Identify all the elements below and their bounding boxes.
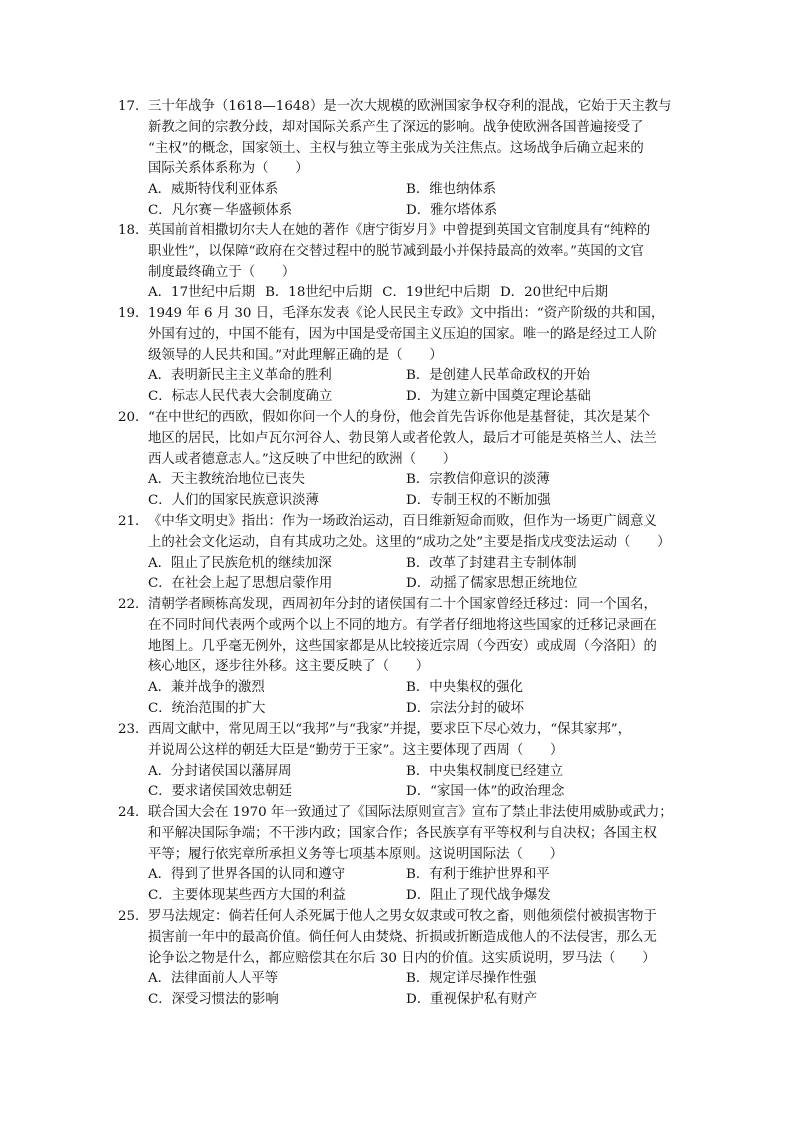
question-stem <box>118 907 686 969</box>
option-d: D．“家国一体”的政治理念 <box>406 784 565 800</box>
option-c: C．在社会上起了思想启蒙作用 <box>148 576 333 592</box>
options <box>118 470 686 512</box>
question-stem <box>118 221 686 283</box>
stem-line: 和平解决国际争端；不干涉内政；国家合作；各民族享有平等权利与自决权；各国主权 <box>148 825 657 841</box>
stem-line: 上的社会文化运动，自有其成功之处。这里的“成功之处”主要是指戊戌变法运动（ ） <box>148 534 671 550</box>
option-c: C．标志人民代表大会制度确立 <box>148 389 333 405</box>
question-17 <box>118 97 686 222</box>
stem-line: “在中世纪的西欧，假如你问一个人的身份，他会首先告诉你他是基督徒，其次是某个 <box>148 410 651 425</box>
option-a: A．得到了世界各国的认同和遵守 <box>148 867 346 883</box>
stem-line: 外国有过的，中国不能有，因为中国是受帝国主义压迫的国家。唯一的路是经过工人阶 <box>148 326 657 342</box>
option-a: A．17世纪中后期 <box>148 285 256 301</box>
question-19 <box>118 304 686 408</box>
question-number: 21． <box>118 514 149 529</box>
stem-line: 地区的居民，比如卢瓦尔河谷人、勃艮第人或者伦敦人，最后才可能是英格兰人、法兰 <box>148 430 657 446</box>
question-number: 25． <box>118 909 149 924</box>
option-b: B．18世纪中后期 <box>265 285 373 301</box>
question-number: 22． <box>118 597 149 612</box>
question-number: 17． <box>118 99 149 114</box>
option-b: B．宗教信仰意识的淡薄 <box>406 472 550 488</box>
option-c: C．深受习惯法的影响 <box>148 992 279 1008</box>
option-c: C．19世纪中后期 <box>382 285 490 301</box>
question-number: 24． <box>118 805 149 820</box>
option-a: A．表明新民主主义革命的胜利 <box>148 368 332 384</box>
stem-line: 论争讼之物是什么，都应赔偿其在尔后 30 日内的价值。这实质说明，罗马法（ ） <box>148 950 656 966</box>
option-a: A．天主教统治地位已丧失 <box>148 472 305 488</box>
option-b: B．规定详尽操作性强 <box>406 971 537 987</box>
stem-line: 平等；履行依宪章所承担义务等七项基本原则。这说明国际法（ ） <box>148 846 564 862</box>
question-stem <box>118 408 686 470</box>
option-c: C．统治范围的扩大 <box>148 700 266 716</box>
options <box>118 554 686 596</box>
options <box>118 762 686 804</box>
option-b: B．有利于维护世界和平 <box>406 867 550 883</box>
stem-line: 损害前一年中的最高价值。倘任何人由焚烧、折损或折断造成他人的不法侵害，那么无 <box>148 929 657 945</box>
stem-line: 西人或者德意志人。”这反映了中世纪的欧洲（ ） <box>148 451 457 467</box>
stem-line: 国际关系体系称为（ ） <box>148 161 309 177</box>
option-d: D．专制王权的不断加强 <box>406 493 551 509</box>
options <box>118 283 686 304</box>
option-c: C．主要体现某些西方大国的利益 <box>148 888 346 904</box>
stem-line: 新教之间的宗教分歧，却对国际关系产生了深远的影响。战争使欧洲各国普遍接受了 <box>148 119 644 135</box>
option-a: A．威斯特伐利亚体系 <box>148 182 279 198</box>
stem-line: 核心地区，逐步往外移。这主要反映了（ ） <box>148 659 430 675</box>
stem-line: 联合国大会在 1970 年一致通过了《国际法原则宣言》宣布了禁止非法使用威胁或武力； <box>148 805 673 820</box>
question-number: 18． <box>118 223 149 238</box>
option-b: B．中央集权制度已经建立 <box>406 763 564 779</box>
stem-line: 1949 年 6 月 30 日，毛泽东发表《论人民民主专政》文中指出：“资产阶级的共和国， <box>148 306 665 321</box>
stem-line: 英国前首相撒切尔夫人在她的著作《唐宁街岁月》中曾提到英国文官制度具有“纯粹的 <box>148 223 651 238</box>
stem-line: 地图上。几乎毫无例外，这些国家都是从比较接近宗周（今西安）或成周（今洛阳）的 <box>148 638 657 654</box>
stem-line: 在不同时间代表两个或两个以上不同的地方。有学者仔细地将这些国家的迁移记录画在 <box>148 617 657 633</box>
option-d: D．为建立新中国奠定理论基础 <box>406 389 591 405</box>
option-c: C．要求诸侯国效忠朝廷 <box>148 784 293 800</box>
options <box>118 366 686 408</box>
option-b: B．是创建人民革命政权的开始 <box>406 368 590 384</box>
question-23 <box>118 720 686 803</box>
stem-line: 清朝学者顾栋高发现，西周初年分封的诸侯国有二十个国家曾经迁移过：同一个国名， <box>148 597 657 612</box>
question-18 <box>118 221 686 304</box>
stem-line: 《中华文明史》指出：作为一场政治运动，百日维新短命而败，但作为一场更广阔意义 <box>148 514 657 529</box>
stem-line: 罗马法规定：倘若任何人杀死属于他人之男女奴隶或可牧之畜，则他须偿付被损害物于 <box>148 909 657 924</box>
question-number: 20． <box>118 410 149 425</box>
option-d: D．重视保护私有财产 <box>406 992 538 1008</box>
question-stem <box>118 304 686 366</box>
option-b: B．改革了封建君主专制体制 <box>406 555 577 571</box>
option-c: C．凡尔赛－华盛顿体系 <box>148 202 293 218</box>
question-stem <box>118 720 686 762</box>
question-25 <box>118 907 686 1011</box>
question-21 <box>118 512 686 595</box>
options <box>118 678 686 720</box>
question-stem <box>118 595 686 678</box>
stem-line: 并说周公这样的朝廷大臣是“勤劳于王家”。这主要体现了西周（ ） <box>148 742 564 758</box>
options <box>118 969 686 1011</box>
option-d: D．宗法分封的破坏 <box>406 700 524 716</box>
options <box>118 865 686 907</box>
option-a: A．法律面前人人平等 <box>148 971 279 987</box>
question-20 <box>118 408 686 512</box>
option-d: D．阻止了现代战争爆发 <box>406 888 551 904</box>
question-24 <box>118 803 686 907</box>
question-number: 19． <box>118 306 149 321</box>
question-stem <box>118 97 686 180</box>
question-stem <box>118 803 686 865</box>
option-b: B．中央集权的强化 <box>406 680 523 696</box>
question-22 <box>118 595 686 720</box>
stem-line: 西周文献中，常见周王以“我邦”与“我家”并提，要求臣下尽心效力，“保其家邦”， <box>148 722 631 737</box>
option-a: A．阻止了民族危机的继续加深 <box>148 555 332 571</box>
stem-line: 职业性”，以保障“政府在交替过程中的脱节减到最小并保持最高的效率。”英国的文官 <box>148 243 644 259</box>
question-stem <box>118 512 686 554</box>
stem-line: 三十年战争（1618—1648）是一次大规模的欧洲国家争权夺利的混战，它始于天主教与 <box>148 99 672 114</box>
option-c: C．人们的国家民族意识淡薄 <box>148 493 319 509</box>
option-a: A．分封诸侯国以藩屏周 <box>148 763 292 779</box>
stem-line: “主权”的概念，国家领土、主权与独立等主张成为关注焦点。这场战争后确立起来的 <box>148 140 644 156</box>
option-d: D．20世纪中后期 <box>499 285 609 301</box>
stem-line: 制度最终确立于（ ） <box>148 264 296 280</box>
question-number: 23． <box>118 722 149 737</box>
option-a: A．兼并战争的激烈 <box>148 680 265 696</box>
option-d: D．动摇了儒家思想正统地位 <box>406 576 578 592</box>
option-b: B．维也纳体系 <box>406 182 497 198</box>
option-d: D．雅尔塔体系 <box>406 202 498 218</box>
stem-line: 级领导的人民共和国。”对此理解正确的是（ ） <box>148 347 443 363</box>
options <box>118 180 686 222</box>
